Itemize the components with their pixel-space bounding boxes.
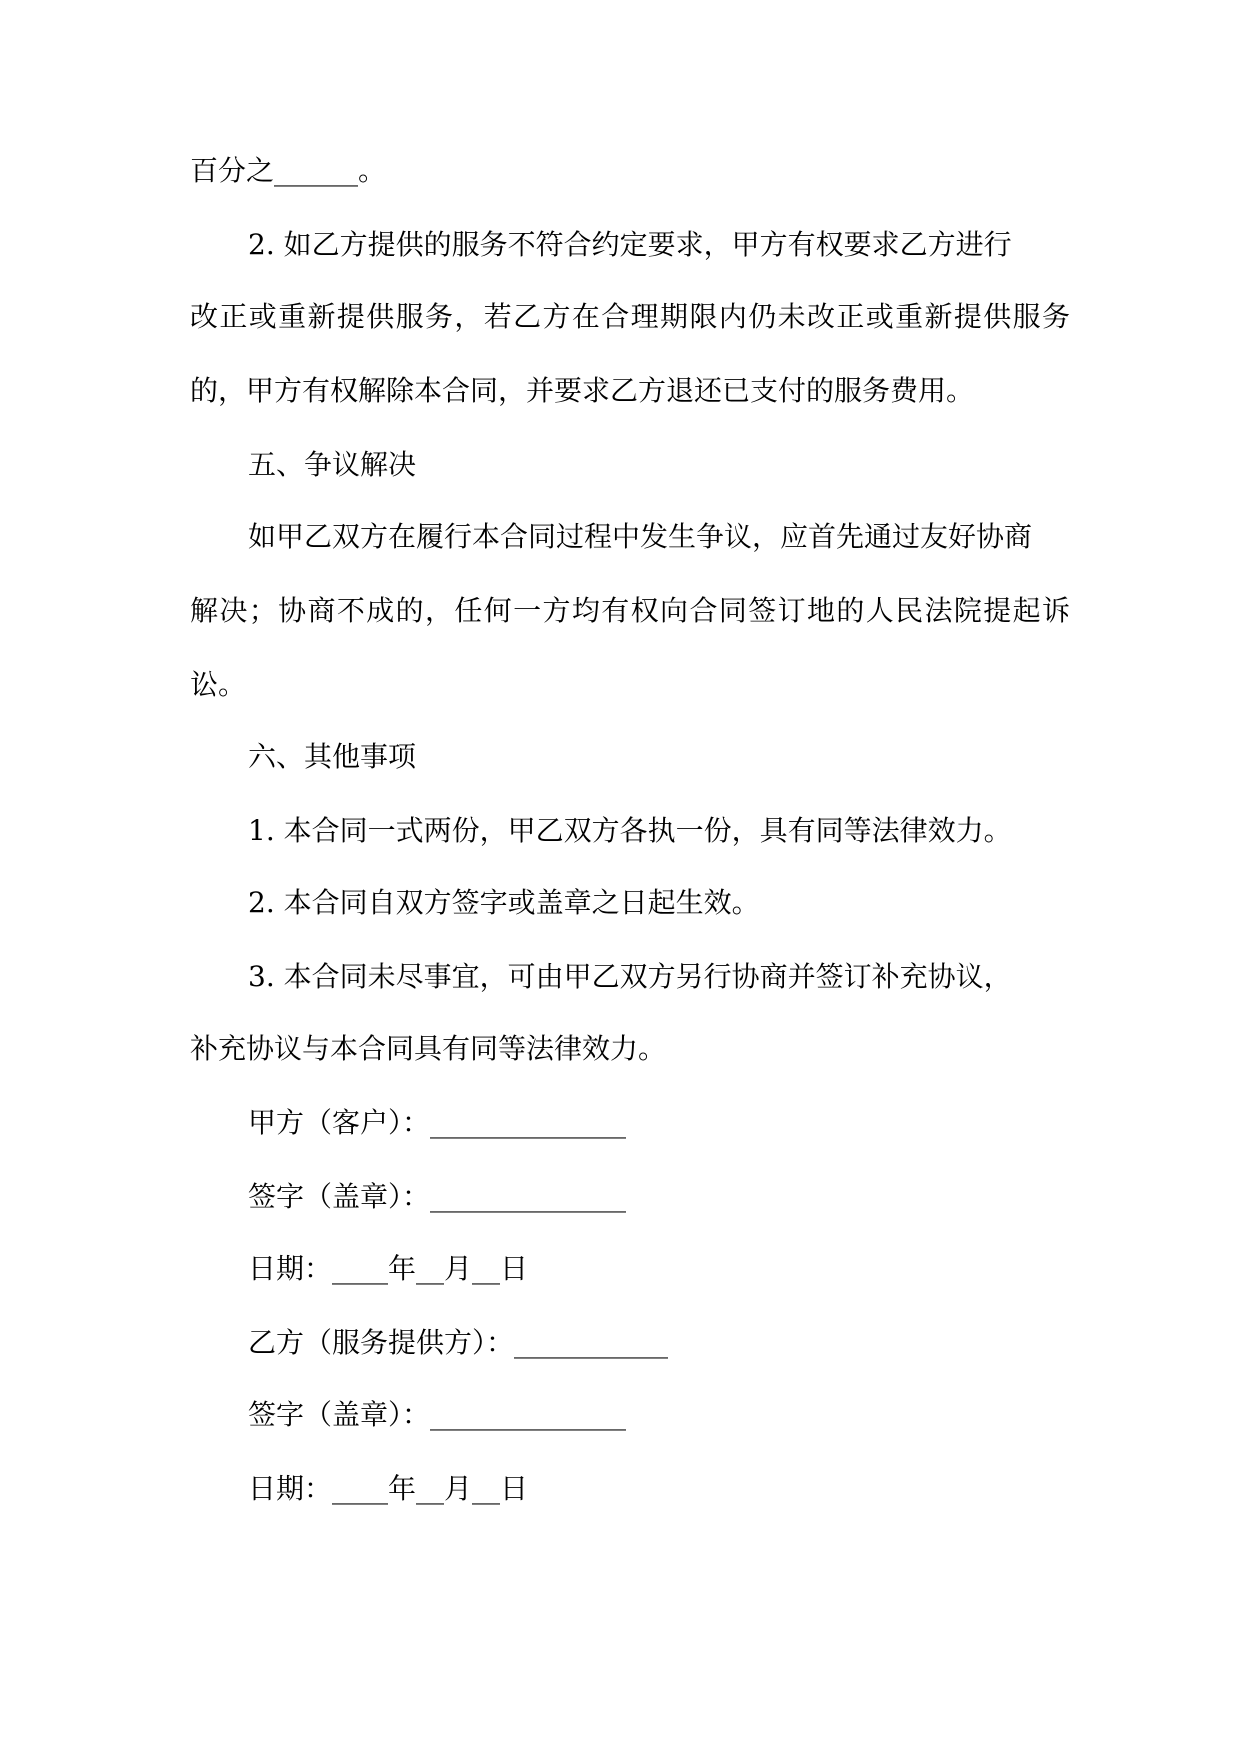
text-line: 讼。	[190, 668, 247, 701]
signature-field: 乙方（服务提供方）：___________	[248, 1326, 669, 1359]
signature-field: 签字（盖章）：______________	[248, 1398, 627, 1431]
signature-field: 甲方（客户）：______________	[248, 1106, 627, 1139]
section-heading: 五、争议解决	[248, 448, 417, 481]
text-line: 百分之______。	[190, 154, 387, 187]
section-heading: 六、其他事项	[248, 740, 417, 773]
text-line: 的，甲方有权解除本合同，并要求乙方退还已支付的服务费用。	[190, 374, 975, 407]
text-line: 补充协议与本合同具有同等法律效力。	[190, 1032, 667, 1065]
text-line: 解决；协商不成的，任何一方均有权向合同签订地的人民法院提起诉	[190, 594, 1070, 627]
date-field: 日期：____年__月__日	[248, 1252, 529, 1285]
text-line: 3. 本合同未尽事宜，可由甲乙双方另行协商并签订补充协议，	[248, 960, 1012, 993]
text-line: 2. 如乙方提供的服务不符合约定要求，甲方有权要求乙方进行	[248, 228, 1012, 261]
signature-field: 签字（盖章）：______________	[248, 1180, 627, 1213]
text-line: 1. 本合同一式两份，甲乙双方各执一份，具有同等法律效力。	[248, 814, 1012, 847]
text-line: 改正或重新提供服务，若乙方在合理期限内仍未改正或重新提供服务	[190, 300, 1070, 333]
date-field: 日期：____年__月__日	[248, 1472, 529, 1505]
text-line: 如甲乙双方在履行本合同过程中发生争议，应首先通过友好协商	[248, 520, 1033, 553]
text-line: 2. 本合同自双方签字或盖章之日起生效。	[248, 886, 760, 919]
